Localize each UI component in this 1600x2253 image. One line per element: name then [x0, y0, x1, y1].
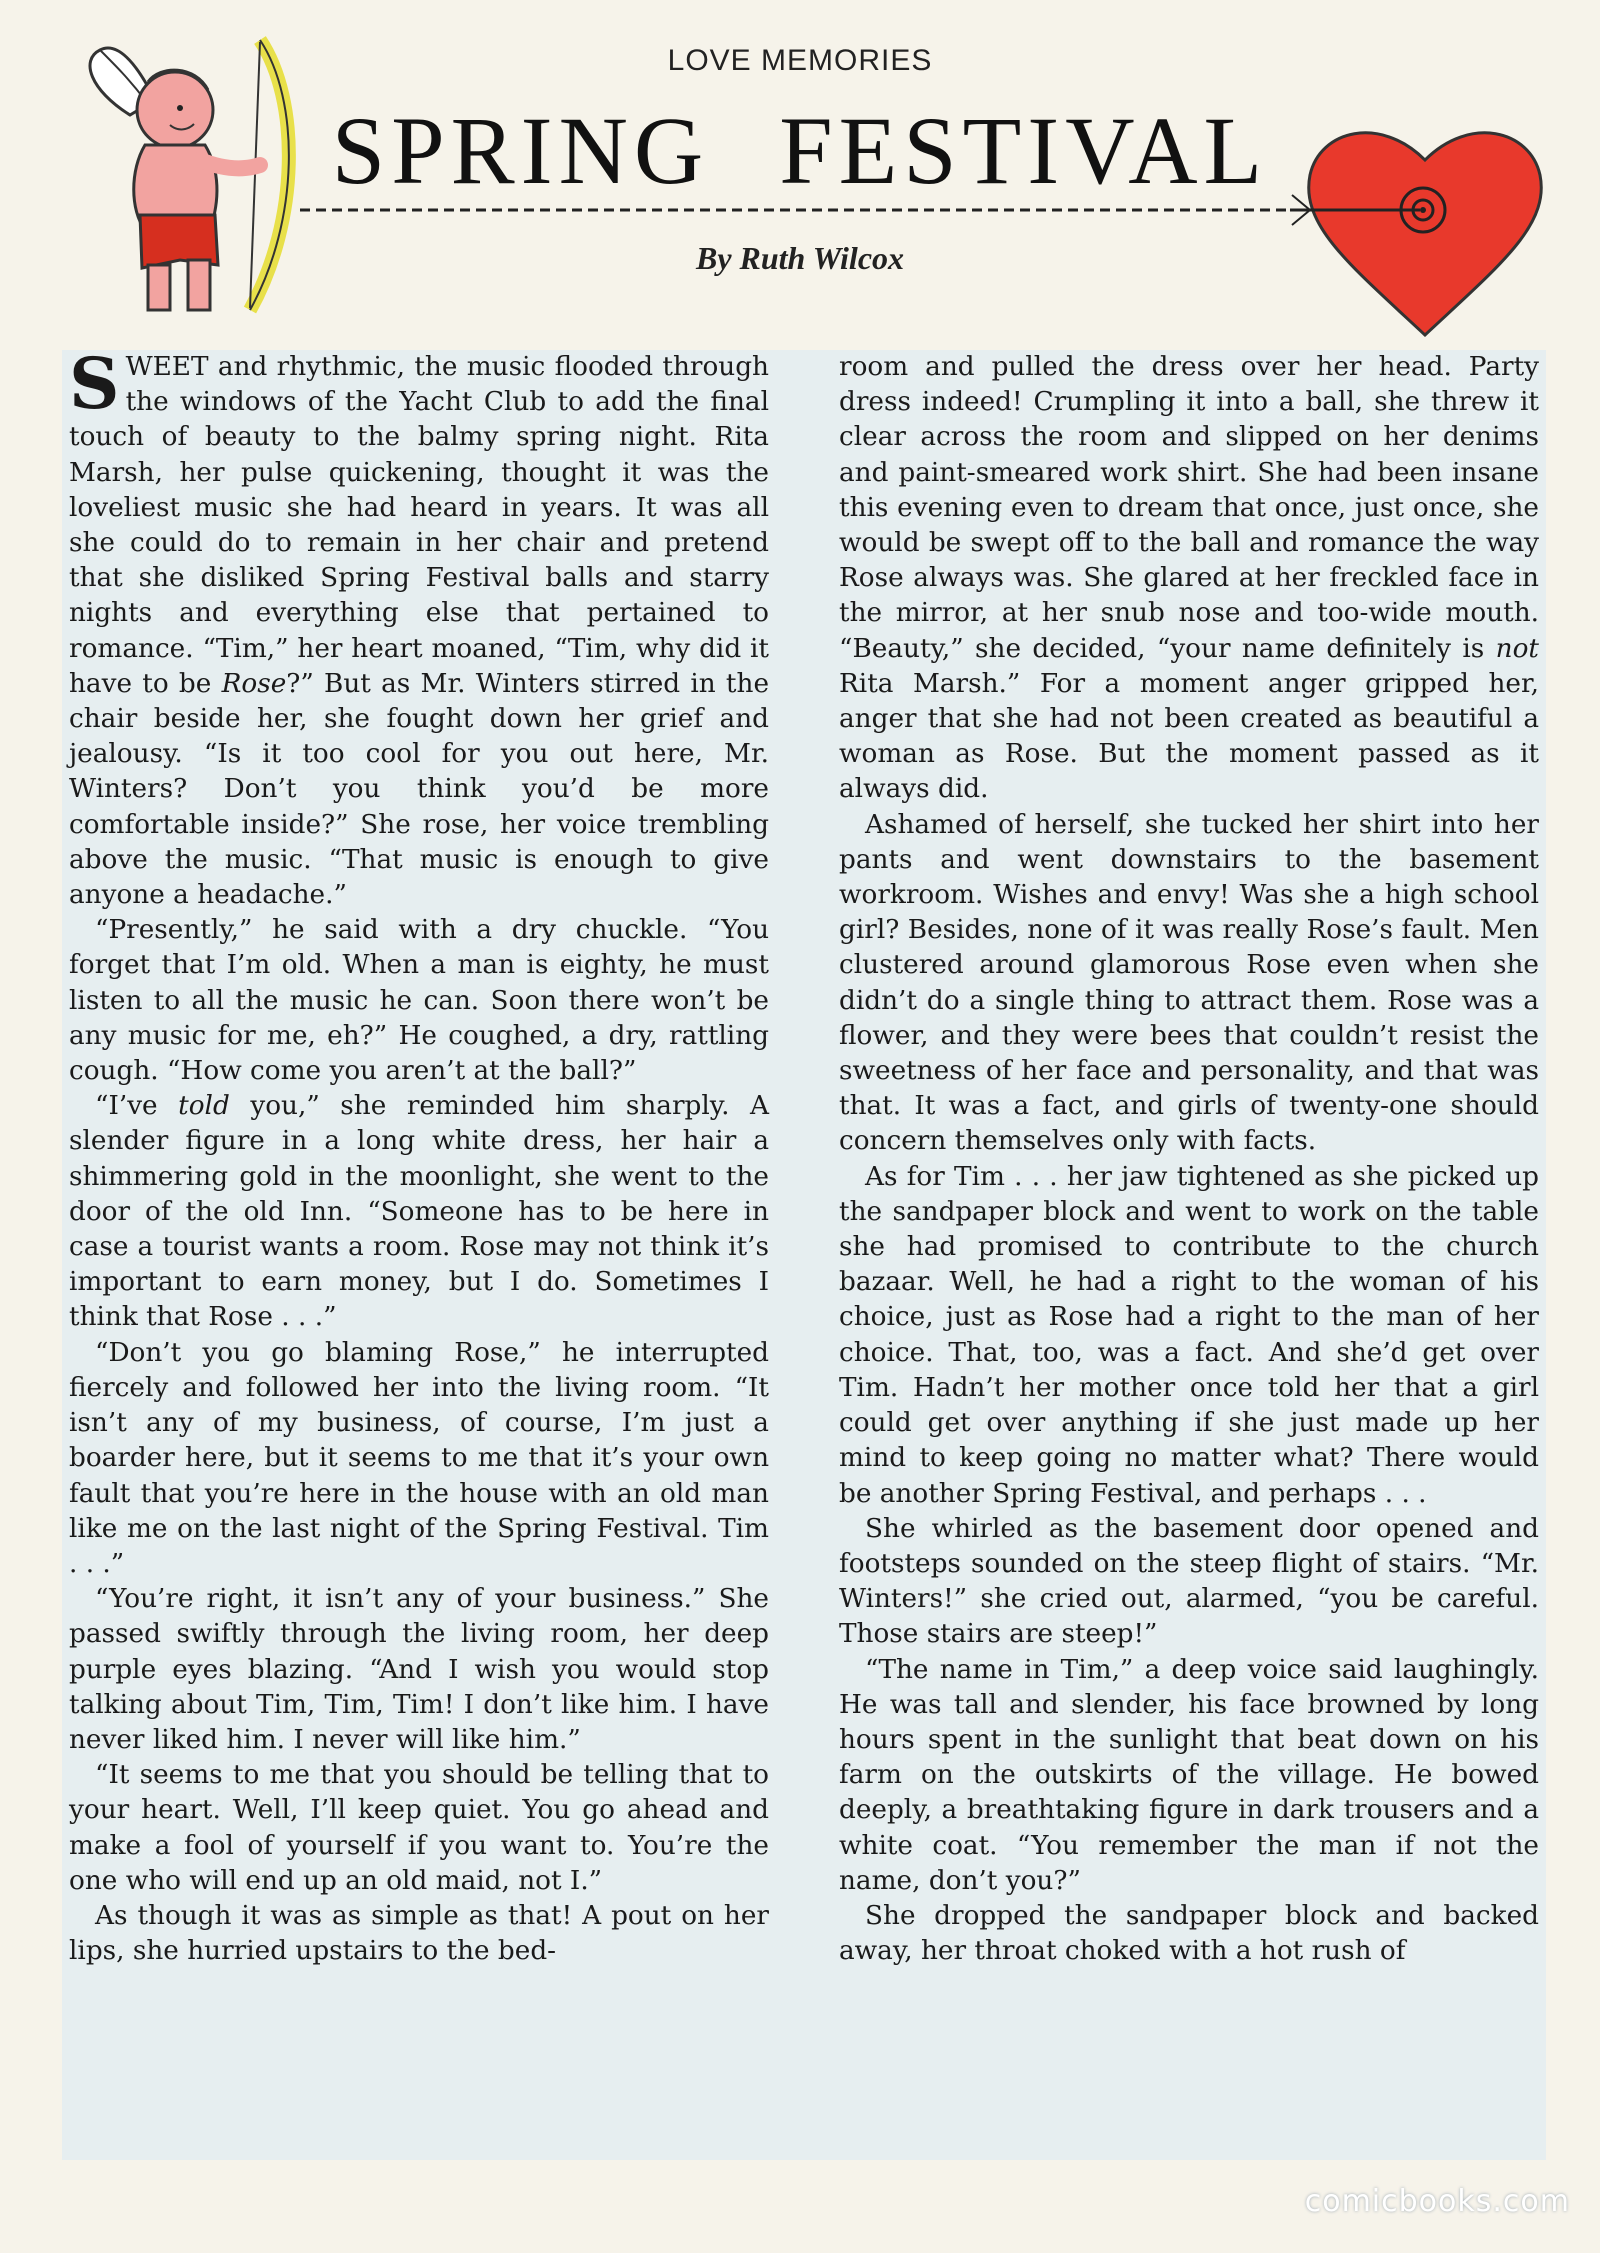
site-watermark: comicbooks.com — [1304, 2184, 1570, 2219]
arrow-line — [300, 200, 1400, 220]
paragraph: “You’re right, it isn’t any of your business.” She passed swiftly through the living room, her deep purple eyes blazing. “And I wish you would stop talking about Tim, Tim, Tim! I don’t like him. I have never liked him. I never will like him.” — [69, 1584, 769, 1755]
story-title: SPRING FESTIVAL — [331, 97, 1269, 204]
paragraph: “Presently,” he said with a dry chuckle. “You forget that I’m old. When a man is eighty, he must listen to all the music he can. Soon there won’t be any music for me, eh?” He coughed, a dry, rattling cough. “How come you aren’t at the ball?” — [69, 915, 769, 1087]
paragraph: “The name in Tim,” a deep voice said laughingly. He was tall and slender, his face browned by long hours spent in the sunlight that beat down on his farm on the outskirts of the village. He bowed deeply, a breathtaking figure in dark trousers and a white coat. “You remember the man if not the name, don’t you?” — [839, 1654, 1539, 1896]
header — [0, 0, 1600, 330]
paragraph: “It seems to me that you should be telling that to your heart. Well, I’ll keep quiet. You go ahead and make a fool of yourself if you want to. You’re the one who will end up an old maid, not I.” — [69, 1760, 769, 1896]
paragraph: room and pulled the dress over her head. Party dress indeed! Crumpling it into a ball, she threw it clear across the room and slipped on her denims and paint-smeared work shirt. She had been insane this evening even to dream that once, just once, she would be swept off to the ball and romance the way Rose always was. She glared at her freckled face in the mirror, at her snub nose and too-wide mouth. “Beauty,” she decided, “your name definitely is not Rita Marsh.” For a moment anger gripped her, anger that she had not been created as beautiful a woman as Rose. But the moment passed as it always did. — [839, 352, 1539, 805]
story-column-left — [69, 342, 770, 1969]
byline: By Ruth Wilcox — [695, 240, 905, 276]
paragraph: As though it was as simple as that! A pout on her lips, she hurried upstairs to the bed- — [69, 1900, 769, 1967]
story-column-right — [839, 350, 1539, 1969]
paragraph: As for Tim . . . her jaw tightened as she picked up the sandpaper block and went to work on the table she had promised to contribute to the church bazaar. Well, he had a right to the woman of his choice, just as Rose had a right to the man of her choice. That, too, was a fact. And she’d get over Tim. Hadn’t her mother once told her that a girl could get over anything if she just made up her mind to keep going no matter what? There would be another Spring Festival, and perhaps . . . — [839, 1161, 1539, 1509]
section-kicker: LOVE MEMORIES — [667, 44, 933, 77]
drop-cap: S — [69, 342, 120, 425]
story-body — [62, 342, 1546, 2160]
paragraph: She whirled as the basement door opened and footsteps sounded on the steep flight of stairs. “Mr. Winters!” she cried out, alarmed, “you be careful. Those stairs are steep!” — [839, 1513, 1539, 1650]
paragraph: Ashamed of herself, she tucked her shirt into her pants and went downstairs to the basement workroom. Wishes and envy! Was she a high school girl? Besides, none of it was really Rose’s fault. Men clustered around glamorous Rose even when she didn’t do a single thing to attract them. Rose was a flower, and they were bees that couldn’t resist the sweetness of her face and personality, and that was that. It was a fact, and girls of twenty-one should concern themselves only with facts. — [839, 809, 1539, 1157]
paragraph: “I’ve told you,” she reminded him sharply. A slender figure in a long white dress, her hair a shimmering gold in the moonlight, she went to the door of the old Inn. “Someone has to be here in case a tourist wants a room. Rose may not think it’s important to earn money, but I do. Sometimes I think that Rose . . .” — [69, 1091, 770, 1333]
paragraph: She dropped the sandpaper block and backed away, her throat choked with a hot rush of — [839, 1900, 1539, 1967]
heart-target-illustration — [1290, 105, 1560, 345]
paragraph: SWEET and rhythmic, the music flooded through the windows of the Yacht Club to add the final touch of beauty to the balmy spring night. Rita Marsh, her pulse quickening, thought it was the loveliest music she had heard in years. It was all she could do to remain in her chair and pretend that she disliked Spring Festival balls and starry nights and everything else that pertained to romance. “Tim,” her heart moaned, “Tim, why did it have to be Rose?” But as Mr. Winters stirred in the chair beside her, she fought down her grief and jealousy. “Is it too cool for you out here, Mr. Winters? Don’t you think you’d be more comfortable inside?” She rose, her voice trembling above the music. “That music is enough to give anyone a headache.” — [69, 342, 770, 911]
paragraph: “Don’t you go blaming Rose,” he interrupted fiercely and followed her into the living room. “It isn’t any of my business, of course, I’m just a boarder here, but it seems to me that it’s your own fault that you’re here in the house with an old man like me on the last night of the Spring Festival. Tim . . .” — [69, 1337, 769, 1579]
